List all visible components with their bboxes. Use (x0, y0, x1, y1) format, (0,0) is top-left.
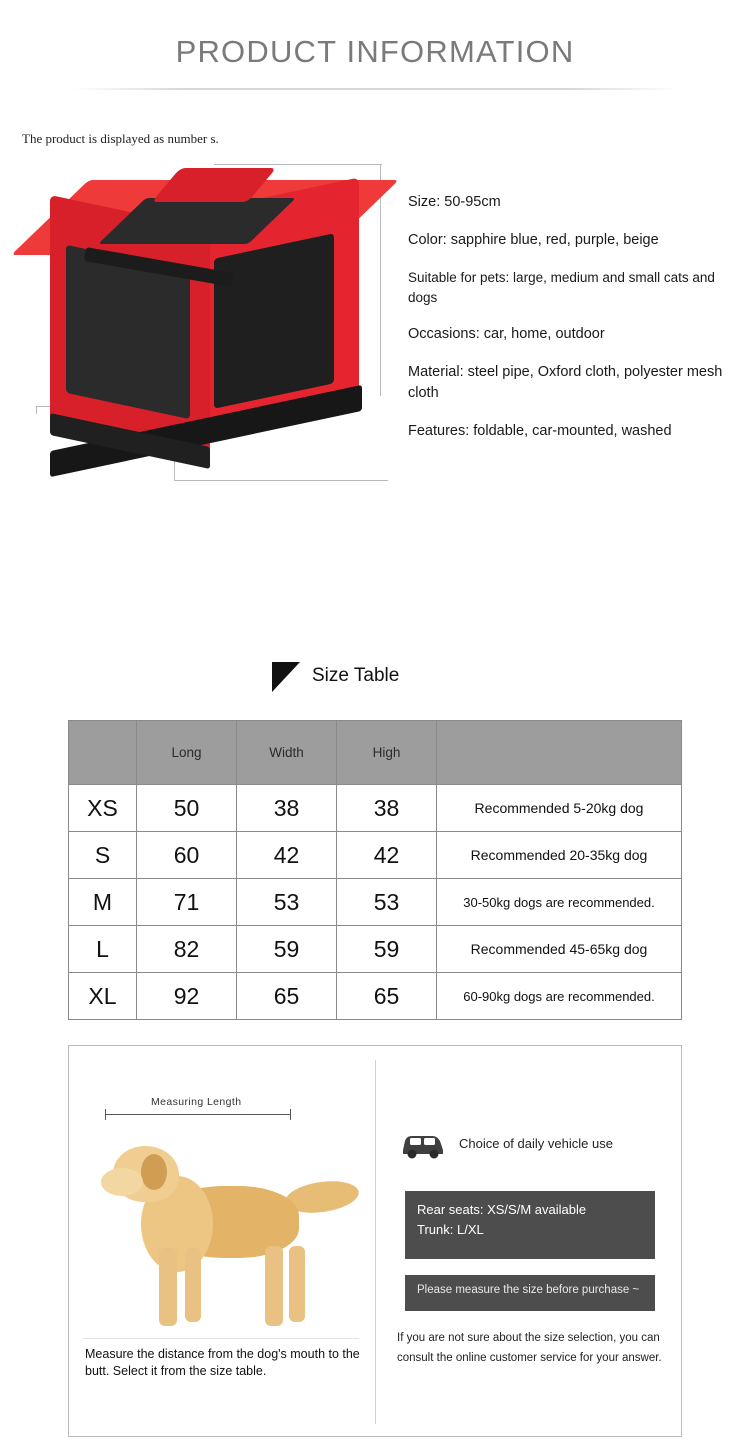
vehicle-use-label: Choice of daily vehicle use (459, 1136, 613, 1151)
cell-long: 50 (137, 785, 237, 832)
panel-divider (375, 1060, 376, 1424)
cell-recommend: Recommended 5-20kg dog (437, 785, 682, 832)
cell-high: 65 (337, 973, 437, 1020)
measurement-left (69, 1046, 375, 1436)
spec-size: Size: 50-95cm (408, 194, 501, 210)
car-icon (399, 1128, 447, 1165)
header-divider (72, 88, 678, 90)
measuring-length-bar (105, 1114, 291, 1115)
cell-recommend: 30-50kg dogs are recommended. (437, 879, 682, 926)
table-row (69, 832, 682, 879)
measuring-length-label: Measuring Length (151, 1096, 242, 1108)
carrier-side-mesh (214, 233, 334, 409)
size-table-head (69, 721, 682, 785)
cell-long: 92 (137, 973, 237, 1020)
product-image (14, 150, 394, 540)
table-header-blank-left (69, 721, 137, 785)
seat-availability-box (405, 1191, 655, 1259)
cell-high: 59 (337, 926, 437, 973)
dimension-line-left (36, 406, 37, 414)
table-row (69, 785, 682, 832)
cell-recommend: 60-90kg dogs are recommended. (437, 973, 682, 1020)
size-table (68, 720, 682, 1020)
dog-illustration (89, 1124, 359, 1336)
ground-line (83, 1338, 359, 1339)
dimension-line-diagonal (174, 480, 388, 481)
cell-recommend: Recommended 20-35kg dog (437, 832, 682, 879)
spec-features: Features: foldable, car-mounted, washed (408, 423, 672, 440)
measurement-panel (68, 1045, 682, 1437)
page-title: PRODUCT INFORMATION (175, 34, 575, 69)
cell-width: 59 (237, 926, 337, 973)
table-header-high: High (337, 721, 437, 785)
cell-width: 42 (237, 832, 337, 879)
cell-width: 65 (237, 973, 337, 1020)
cell-high: 53 (337, 879, 437, 926)
size-table-heading (272, 662, 399, 692)
page-header (0, 0, 750, 96)
cell-long: 82 (137, 926, 237, 973)
intro-text: The product is displayed as number s. (22, 131, 219, 146)
cell-size: M (69, 879, 137, 926)
customer-service-note: If you are not sure about the size selection, you can consult the online customer service for your answer. (397, 1332, 662, 1365)
cell-size: S (69, 832, 137, 879)
spec-material: Material: steel pipe, Oxford cloth, polyester mesh cloth (408, 364, 723, 402)
dog-leg (289, 1246, 305, 1322)
cell-width: 53 (237, 879, 337, 926)
table-header-width: Width (237, 721, 337, 785)
measure-warning-box: Please measure the size before purchase ~ (405, 1275, 655, 1311)
dog-leg (159, 1248, 177, 1326)
triangle-marker-icon (272, 662, 300, 692)
cell-high: 38 (337, 785, 437, 832)
size-table-body (69, 785, 682, 1020)
spec-list (408, 192, 746, 459)
spec-suitable-pets: Suitable for pets: large, medium and small cats and dogs (408, 270, 715, 305)
cell-long: 60 (137, 832, 237, 879)
cell-size: XS (69, 785, 137, 832)
dimension-line-top (214, 164, 382, 165)
dog-ear (141, 1154, 167, 1190)
measure-instruction: Measure the distance from the dog's mouth to the butt. Select it from the size table. (85, 1347, 360, 1378)
spec-color: Color: sapphire blue, red, purple, beige (408, 232, 659, 249)
cell-size: XL (69, 973, 137, 1020)
rear-seats-line: Rear seats: XS/S/M available (417, 1202, 587, 1217)
dimension-line-right (380, 164, 381, 396)
trunk-line: Trunk: L/XL (417, 1222, 484, 1238)
size-table-heading-label: Size Table (312, 665, 400, 686)
table-header-row (69, 721, 682, 785)
dog-leg (185, 1248, 201, 1322)
table-row (69, 879, 682, 926)
cell-high: 42 (337, 832, 437, 879)
table-row (69, 926, 682, 973)
cell-width: 38 (237, 785, 337, 832)
dog-leg (265, 1246, 283, 1326)
cell-recommend: Recommended 45-65kg dog (437, 926, 682, 973)
dog-snout (101, 1168, 143, 1196)
table-row (69, 973, 682, 1020)
table-header-blank-right (437, 721, 682, 785)
cell-long: 71 (137, 879, 237, 926)
table-header-long: Long (137, 721, 237, 785)
spec-occasions: Occasions: car, home, outdoor (408, 326, 605, 343)
cell-size: L (69, 926, 137, 973)
